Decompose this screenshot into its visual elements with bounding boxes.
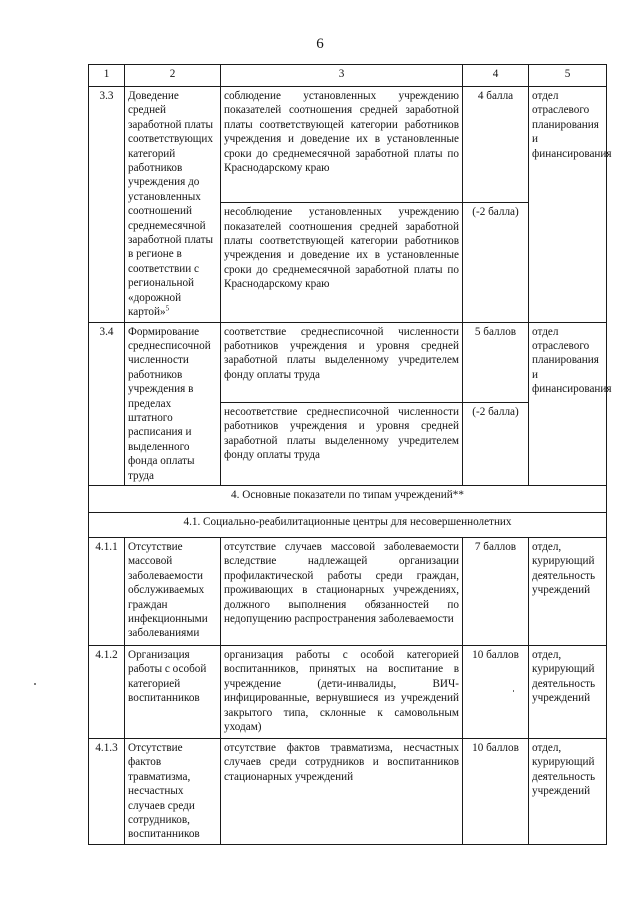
indicator-cell: соблюдение установленных учреждению показателей соотношения средней заработной платы соответствующей категории работников учреждения и доведение их в установленные сроки до среднемесячной заработной платы по Краснодарскому краю — [221, 87, 463, 203]
indicator-cell: организация работы с особой категорией воспитанников, принятых на воспитание в учреждение (дети-инвалиды, ВИЧ-инфицированные, вернувшиеся из учреждений закрытого типа, склонные к самовольным уходам) — [221, 645, 463, 738]
header-col-5: 5 — [529, 65, 607, 87]
score-cell: (-2 балла) — [463, 403, 529, 486]
responsible-cell: отдел, курирующий деятельность учреждений — [529, 738, 607, 844]
section-row — [89, 512, 607, 537]
score-cell: (-2 балла) — [463, 203, 529, 322]
section-heading: 4. Основные показатели по типам учреждений** — [89, 485, 607, 512]
score-cell: 10 баллов — [463, 738, 529, 844]
page-number: 6 — [316, 36, 324, 52]
table-row — [89, 738, 607, 844]
header-col-4: 4 — [463, 65, 529, 87]
criterion-cell: Формирование среднесписочной численности работников учреждения в пределах штатного расписания и выделенного фонда оплаты труда — [125, 322, 221, 485]
criterion-text: Доведение средней заработной платы соответствующих категорий работников учреждения до установленных соотношений среднемесячной заработной платы в регионе в соответствии с региональной «дорожной картой» — [128, 90, 214, 319]
row-number: 3.4 — [89, 322, 125, 485]
indicator-cell: отсутствие случаев массовой заболеваемости вследствие надлежащей организации профилактической работы среди граждан, проживающих в стационарных учреждениях, должного выполнения обязанностей по недопущению распространения заболеваемости — [221, 537, 463, 645]
indicator-cell: отсутствие фактов травматизма, несчастных случаев среди сотрудников и воспитанников стационарных учреждений — [221, 738, 463, 844]
row-number: 3.3 — [89, 87, 125, 323]
score-cell: 7 баллов — [463, 537, 529, 645]
criterion-cell: Отсутствие массовой заболеваемости обслуживаемых граждан инфекционными заболеваниями — [125, 537, 221, 645]
criterion-cell: Отсутствие фактов травматизма, несчастных случаев среди сотрудников, воспитанников — [125, 738, 221, 844]
scan-speck — [34, 683, 36, 685]
row-number: 4.1.2 — [89, 645, 125, 738]
table-row — [89, 87, 607, 203]
table-row — [89, 537, 607, 645]
table-row — [89, 645, 607, 738]
criterion-cell — [125, 87, 221, 323]
header-col-3: 3 — [221, 65, 463, 87]
responsible-cell: отдел отраслевого планирования и финансирования — [529, 322, 607, 485]
header-col-1: 1 — [89, 65, 125, 87]
subsection-heading: 4.1. Социально-реабилитационные центры для несовершеннолетних — [89, 512, 607, 537]
score-cell: 4 балла — [463, 87, 529, 203]
indicator-cell: соответствие среднесписочной численности работников учреждения и уровня средней заработной платы выделенному учредителем фонду оплаты труда — [221, 322, 463, 403]
row-number: 4.1.3 — [89, 738, 125, 844]
responsible-cell: отдел, курирующий деятельность учреждений — [529, 537, 607, 645]
score-cell: 5 баллов — [463, 322, 529, 403]
criterion-cell: Организация работы с особой категорией воспитанников — [125, 645, 221, 738]
responsible-cell: отдел отраслевого планирования и финансирования — [529, 87, 607, 323]
footnote-mark: 5 — [165, 304, 170, 313]
responsible-cell: отдел, курирующий деятельность учреждений — [529, 645, 607, 738]
criteria-table — [88, 64, 612, 845]
row-number: 4.1.1 — [89, 537, 125, 645]
indicator-cell: несоблюдение установленных учреждению показателей соотношения средней заработной платы соответствующей категории работников учреждения и доведение их в установленные сроки до среднемесячной заработной платы по Краснодарскому краю — [221, 203, 463, 322]
indicator-cell: несоответствие среднесписочной численности работников учреждения и уровня средней заработной платы выделенному учредителем фонду оплаты труда — [221, 403, 463, 486]
score-cell: 10 баллов — [463, 645, 529, 738]
section-row — [89, 485, 607, 512]
header-col-2: 2 — [125, 65, 221, 87]
table-row — [89, 322, 607, 403]
scan-speck — [513, 690, 514, 692]
table-header-row — [89, 65, 607, 87]
